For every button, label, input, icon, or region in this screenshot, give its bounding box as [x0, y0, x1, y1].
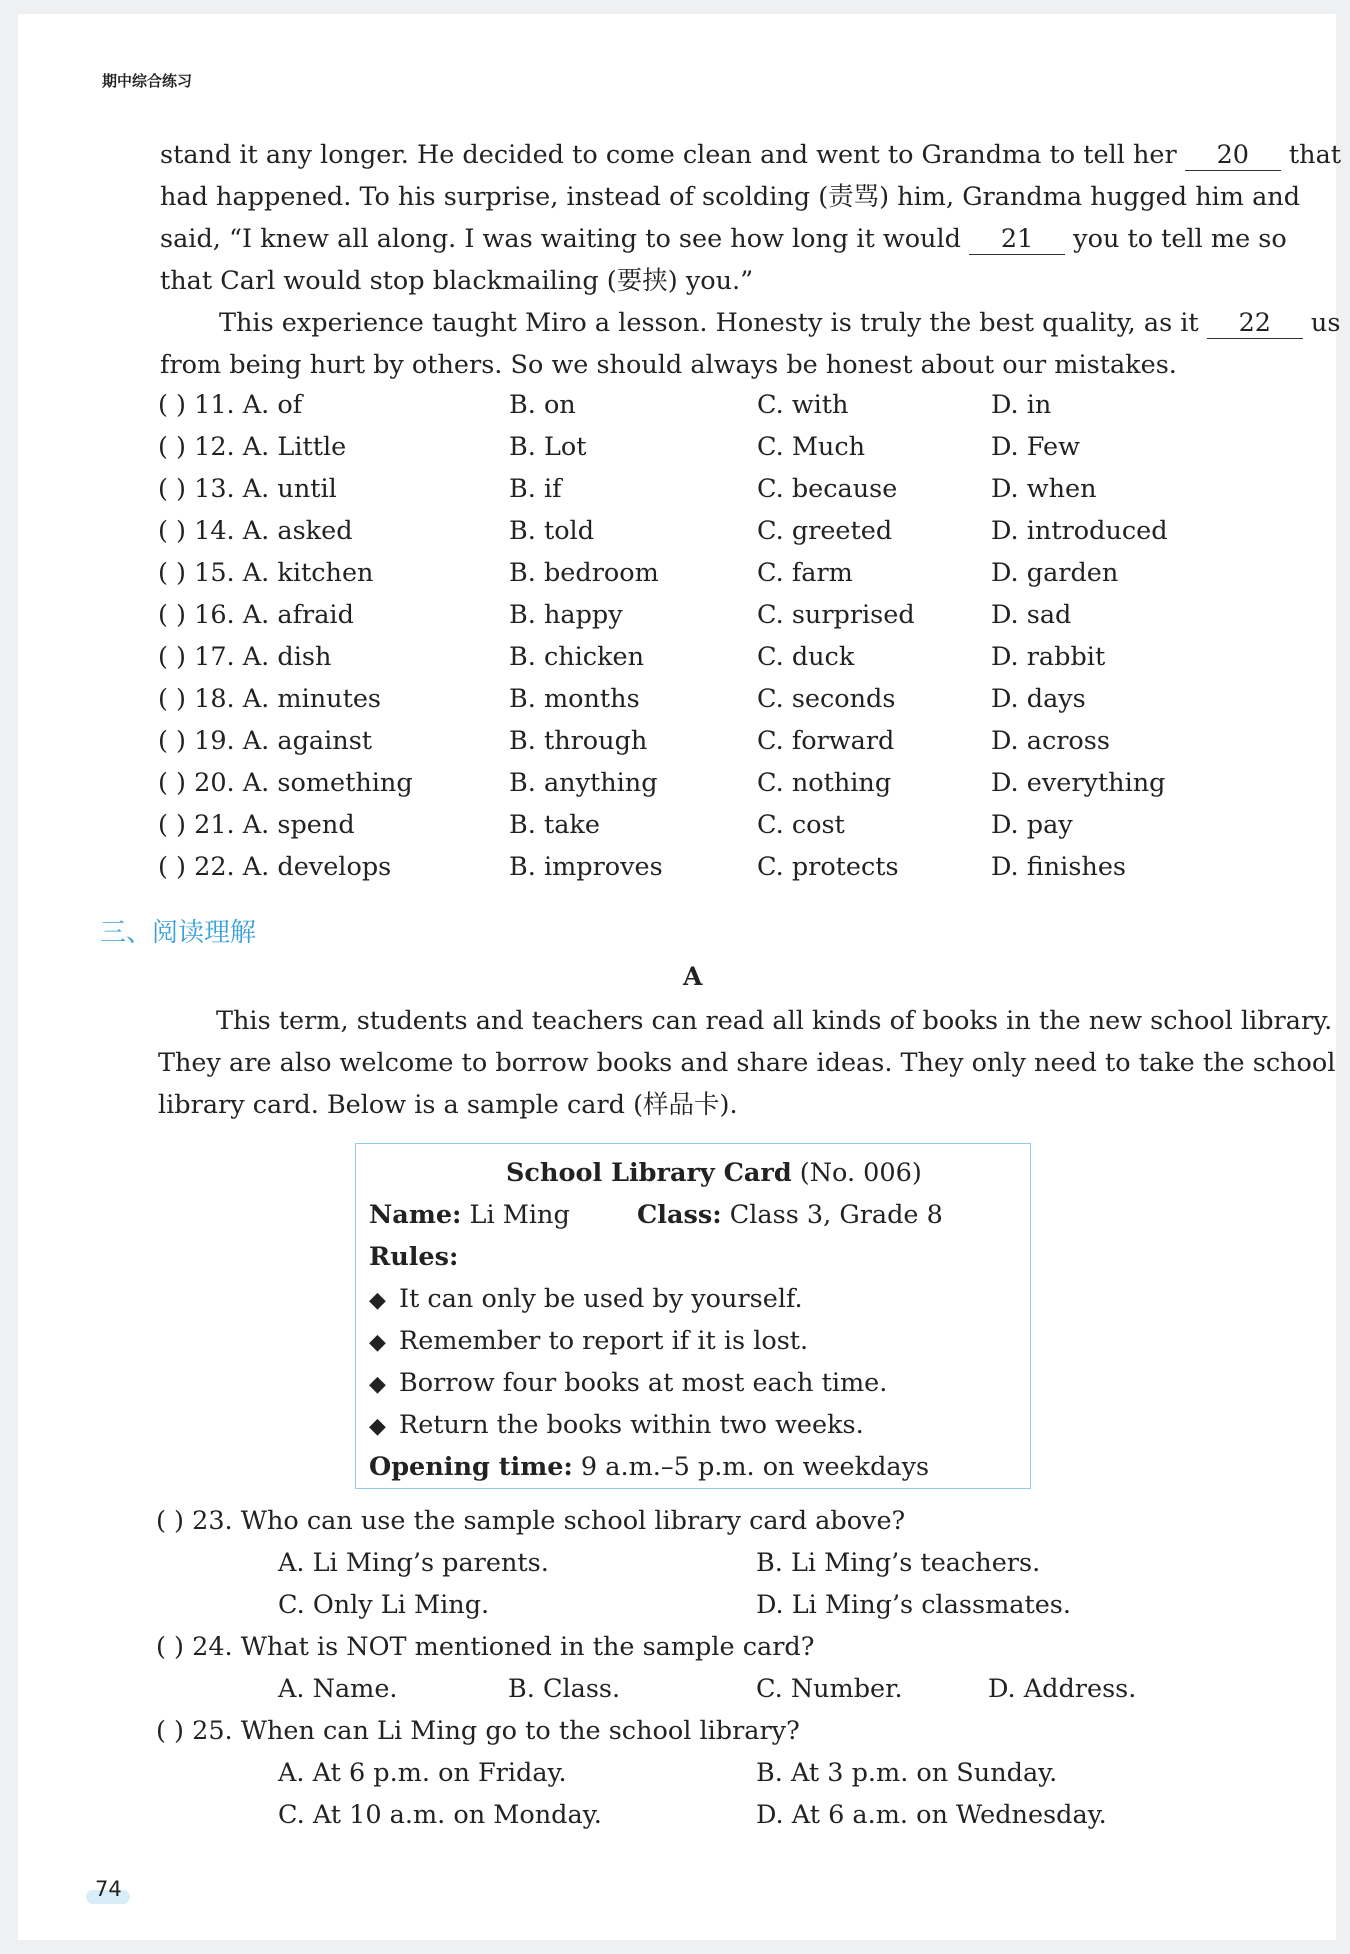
q24-stem: ( ) 24. What is NOT mentioned in the sample card? [156, 1632, 815, 1662]
q25-d: D. At 6 a.m. on Wednesday. [756, 1800, 1107, 1830]
q11-d: D. in [991, 390, 1052, 420]
card-title [506, 1152, 922, 1194]
q20-c: C. nothing [757, 768, 892, 798]
cloze-text: had happened. To his surprise, instead of scolding (责骂) him, Grandma hugged him and [160, 182, 1301, 212]
q19-a: ( ) 19. A. against [158, 726, 373, 756]
q21-d: D. pay [991, 810, 1073, 840]
page-number: 74 [95, 1877, 122, 1901]
q14-a: ( ) 14. A. asked [158, 516, 353, 546]
q17-b: B. chicken [509, 642, 645, 672]
cloze-text: said, “I knew all along. I was waiting to see how long it would [160, 224, 970, 254]
q12-c: C. Much [757, 432, 866, 462]
section-title: 三、阅读理解 [100, 918, 257, 948]
q16-d: D. sad [991, 600, 1072, 630]
q19-d: D. across [991, 726, 1110, 756]
card-name [369, 1194, 570, 1236]
q11-c: C. with [757, 390, 849, 420]
q18-b: B. months [509, 684, 640, 714]
cloze-text: us [1302, 308, 1341, 338]
cloze-text: that [1280, 140, 1342, 170]
header-label: 期中综合练习 [102, 72, 193, 90]
cloze-line-4 [160, 260, 753, 302]
diamond-bullet-icon: ◆ [369, 1288, 386, 1313]
q14-d: D. introduced [991, 516, 1168, 546]
q23-stem: ( ) 23. Who can use the sample school library card above? [156, 1506, 906, 1536]
q11-a: ( ) 11. A. of [158, 390, 303, 420]
class-value: Class 3, Grade 8 [721, 1200, 943, 1230]
q15-a: ( ) 15. A. kitchen [158, 558, 374, 588]
opening-label: Opening time: [369, 1452, 573, 1482]
q16-a: ( ) 16. A. afraid [158, 600, 354, 630]
q19-b: B. through [509, 726, 648, 756]
q15-d: D. garden [991, 558, 1119, 588]
cloze-line-2 [160, 176, 1300, 218]
q25-stem: ( ) 25. When can Li Ming go to the school library? [156, 1716, 800, 1746]
cloze-line-3 [160, 218, 1287, 260]
q16-b: B. happy [509, 600, 623, 630]
blank-22: 22 [1207, 308, 1303, 339]
q13-a: ( ) 13. A. until [158, 474, 337, 504]
q25-c: C. At 10 a.m. on Monday. [278, 1800, 602, 1830]
class-label: Class: [637, 1200, 722, 1230]
blank-21: 21 [969, 224, 1065, 255]
q21-c: C. cost [757, 810, 845, 840]
q14-b: B. told [509, 516, 595, 546]
reading-line-1: This term, students and teachers can read all kinds of books in the new school library. [216, 1006, 1333, 1036]
diamond-bullet-icon: ◆ [369, 1414, 386, 1439]
q14-c: C. greeted [757, 516, 893, 546]
card-class [637, 1194, 943, 1236]
q17-c: C. duck [757, 642, 855, 672]
q22-c: C. protects [757, 852, 899, 882]
rule-3: ◆ Borrow four books at most each time. [369, 1362, 887, 1406]
blank-20: 20 [1185, 140, 1281, 171]
cloze-line-1 [160, 134, 1341, 176]
card-title-bold: School Library Card [506, 1158, 792, 1188]
library-card [355, 1143, 1031, 1489]
q15-b: B. bedroom [509, 558, 659, 588]
q18-d: D. days [991, 684, 1086, 714]
q20-b: B. anything [509, 768, 658, 798]
q13-b: B. if [509, 474, 562, 504]
rule-1: ◆ It can only be used by yourself. [369, 1278, 803, 1322]
q17-a: ( ) 17. A. dish [158, 642, 332, 672]
cloze-text: This experience taught Miro a lesson. Honesty is truly the best quality, as it [219, 308, 1207, 338]
cloze-text: from being hurt by others. So we should always be honest about our mistakes. [160, 350, 1177, 380]
q15-c: C. farm [757, 558, 853, 588]
q22-d: D. finishes [991, 852, 1127, 882]
q22-b: B. improves [509, 852, 663, 882]
reading-line-2: They are also welcome to borrow books and share ideas. They only need to take the school [158, 1048, 1336, 1078]
cloze-text: you to tell me so [1065, 224, 1287, 254]
opening-time [369, 1446, 929, 1488]
diamond-bullet-icon: ◆ [369, 1372, 386, 1397]
q18-a: ( ) 18. A. minutes [158, 684, 382, 714]
opening-value: 9 a.m.–5 p.m. on weekdays [572, 1452, 930, 1482]
q17-d: D. rabbit [991, 642, 1106, 672]
q22-a: ( ) 22. A. develops [158, 852, 392, 882]
name-value: Li Ming [461, 1200, 570, 1230]
name-label: Name: [369, 1200, 462, 1230]
q24-b: B. Class. [508, 1674, 621, 1704]
rule-4: ◆ Return the books within two weeks. [369, 1404, 864, 1448]
q23-d: D. Li Ming’s classmates. [756, 1590, 1071, 1620]
q23-a: A. Li Ming’s parents. [278, 1548, 549, 1578]
diamond-bullet-icon: ◆ [369, 1330, 386, 1355]
cloze-text: stand it any longer. He decided to come clean and went to Grandma to tell her [160, 140, 1185, 170]
q19-c: C. forward [757, 726, 895, 756]
cloze-line-6 [160, 344, 1177, 386]
q24-a: A. Name. [278, 1674, 398, 1704]
q24-d: D. Address. [988, 1674, 1137, 1704]
q12-a: ( ) 12. A. Little [158, 432, 347, 462]
q23-b: B. Li Ming’s teachers. [756, 1548, 1041, 1578]
q21-a: ( ) 21. A. spend [158, 810, 355, 840]
q18-c: C. seconds [757, 684, 896, 714]
reading-line-3: library card. Below is a sample card (样品卡). [158, 1090, 738, 1120]
cloze-text: that Carl would stop blackmailing (要挟) you.” [160, 266, 754, 296]
q21-b: B. take [509, 810, 600, 840]
rules-label: Rules: [369, 1242, 459, 1272]
q12-b: B. Lot [509, 432, 587, 462]
q24-c: C. Number. [756, 1674, 903, 1704]
q23-c: C. Only Li Ming. [278, 1590, 490, 1620]
q20-d: D. everything [991, 768, 1166, 798]
q11-b: B. on [509, 390, 576, 420]
q13-d: D. when [991, 474, 1097, 504]
rule-2: ◆ Remember to report if it is lost. [369, 1320, 808, 1364]
q25-a: A. At 6 p.m. on Friday. [278, 1758, 567, 1788]
cloze-line-5 [219, 302, 1340, 344]
card-number: (No. 006) [791, 1158, 922, 1188]
q13-c: C. because [757, 474, 898, 504]
q20-a: ( ) 20. A. something [158, 768, 413, 798]
q12-d: D. Few [991, 432, 1080, 462]
passage-letter: A [683, 962, 703, 991]
q25-b: B. At 3 p.m. on Sunday. [756, 1758, 1058, 1788]
q16-c: C. surprised [757, 600, 915, 630]
